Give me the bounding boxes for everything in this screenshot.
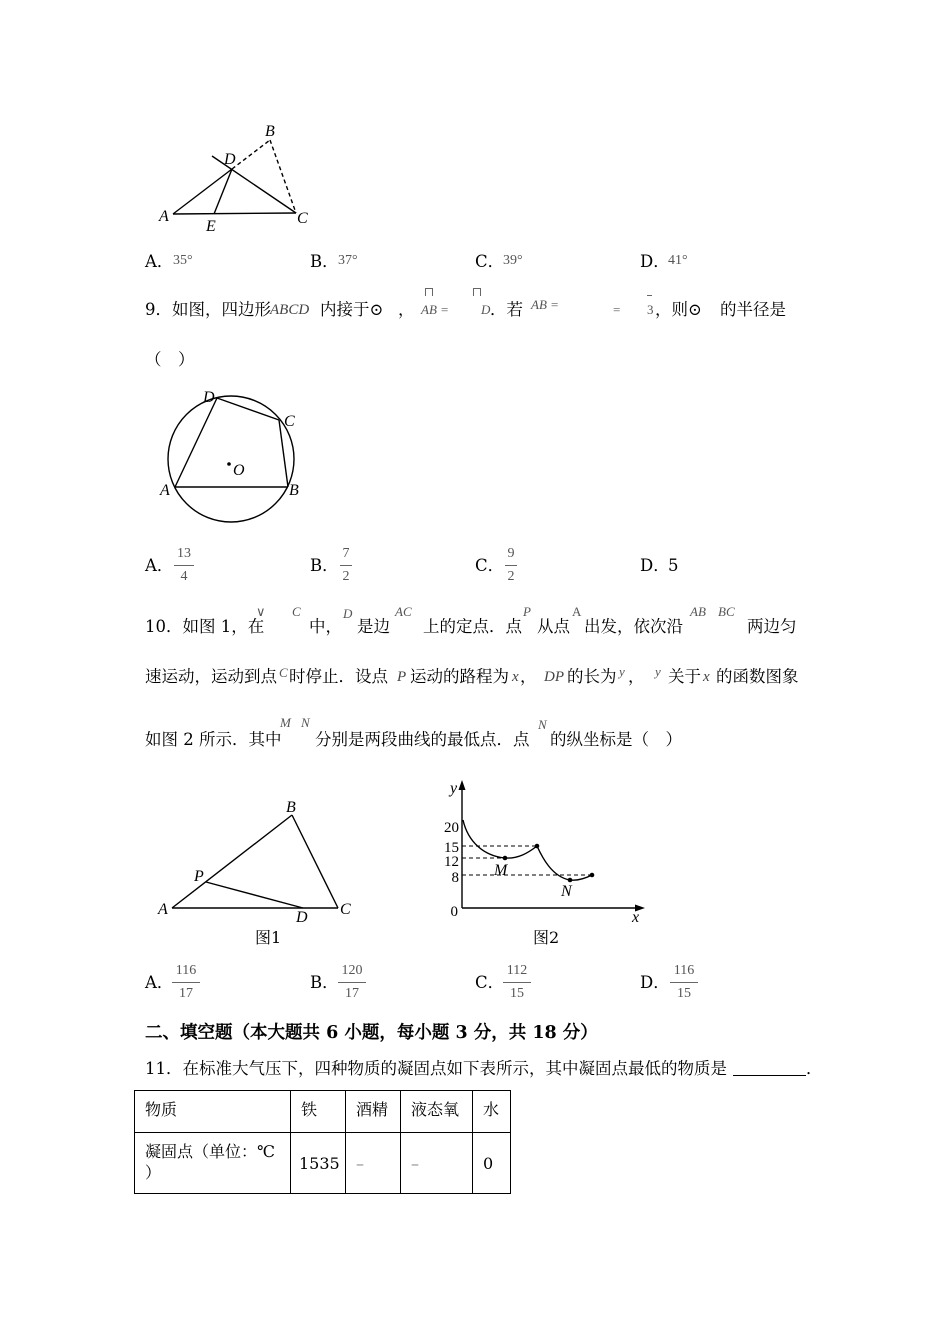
fraction-numerator: 116 xyxy=(673,963,695,978)
q9-text: 的半径是 xyxy=(720,300,786,319)
q9-text: ， xyxy=(398,300,415,319)
q10-text: 是边 xyxy=(357,617,390,636)
q9-option-d-value: 5 xyxy=(668,556,679,575)
table-cell: – xyxy=(401,1133,473,1194)
q10-option-d-letter: D． xyxy=(640,973,670,992)
q8-label-d: D xyxy=(224,151,236,168)
freezing-point-table xyxy=(134,1090,511,1194)
q10-fig2-tick-20: 20 xyxy=(444,820,459,836)
table-header-row xyxy=(135,1091,511,1133)
q10-text: 如图 2 所示．其中 xyxy=(145,730,282,749)
fraction-denominator: 17 xyxy=(172,982,200,1004)
q10-text: 的纵坐标是（ ） xyxy=(550,730,682,749)
q9-option-c-fraction xyxy=(505,545,517,587)
q8-option-b-value: 37° xyxy=(338,253,358,268)
q10-text: 关于 xyxy=(668,667,701,686)
q8-option-d-value: 41° xyxy=(668,253,688,268)
q8-option-a-letter: A． xyxy=(145,252,174,271)
q10-fig2-point-n xyxy=(568,878,573,883)
q9-math: AB = xyxy=(531,297,559,312)
q10-math: M xyxy=(280,715,291,730)
fraction-denominator: 2 xyxy=(340,565,352,587)
q10-text: ， xyxy=(520,667,537,686)
table-cell: – xyxy=(346,1133,401,1194)
q10-text: 10．如图 1，在 xyxy=(145,617,265,636)
fraction-denominator: 15 xyxy=(670,982,698,1004)
fraction-denominator: 4 xyxy=(174,565,194,587)
q10-fig2-tick-8: 8 xyxy=(451,870,459,886)
table-header-cell: 物质 xyxy=(135,1091,291,1133)
q10-math: AC xyxy=(395,604,412,619)
q8-option-a-value: 35° xyxy=(173,253,193,268)
q10-fig1-segment-ab xyxy=(172,815,292,908)
q10-math: y xyxy=(619,664,625,679)
q9-text: ，则⊙ xyxy=(655,300,702,319)
q10-option-a-fraction xyxy=(172,962,200,1004)
fraction-numerator: 120 xyxy=(341,963,363,978)
q10-text: 的函数图象 xyxy=(716,667,799,686)
q10-text: 运动的路程为 xyxy=(410,667,509,686)
q10-math: y xyxy=(655,664,661,679)
q10-fig2-tick-12: 12 xyxy=(444,854,459,870)
q10-fig1-segment-bc xyxy=(292,815,338,908)
row-label-line: 凝固点（单位：℃ xyxy=(145,1142,275,1161)
q10-fig2-caption: 图2 xyxy=(533,928,560,947)
q10-fig1-label-d: D xyxy=(296,909,308,926)
table-header-cell: 铁 xyxy=(291,1091,346,1133)
table-row xyxy=(135,1133,511,1194)
q10-fig1-caption: 图1 xyxy=(255,928,282,947)
fraction-numerator: 112 xyxy=(506,963,528,978)
q10-fig2-point-peak xyxy=(535,844,540,849)
q11-text-end: ． xyxy=(806,1059,823,1078)
q10-fig2-axis-y-label: y xyxy=(450,780,458,797)
q9-text: 9．如图，四边形 xyxy=(145,300,271,319)
q9-option-c-letter: C． xyxy=(475,556,505,575)
q8-dashed-db xyxy=(232,140,270,169)
q10-text: 速运动，运动到点 xyxy=(145,667,277,686)
q9-math: 3 xyxy=(647,302,654,317)
table-cell: 1535 xyxy=(291,1133,346,1194)
q10-fig2-y-arrow-icon xyxy=(459,780,466,790)
q10-fig2-axis-x-label: x xyxy=(632,909,640,926)
q9-label-a: A xyxy=(160,482,170,499)
q9-option-a-fraction xyxy=(174,545,194,587)
q10-text: 的长为 xyxy=(567,667,617,686)
q10-math: P xyxy=(397,669,407,685)
q10-figure1 xyxy=(157,799,351,947)
q9-text: 内接于⊙ xyxy=(320,300,384,319)
q9-option-b-fraction xyxy=(340,545,352,587)
q9-option-a-letter: A． xyxy=(145,556,174,575)
q10-fig2-tick-15: 15 xyxy=(444,840,459,856)
q8-segment-ac xyxy=(173,213,296,214)
table-row-label xyxy=(135,1133,291,1194)
q10-fig2-point-end xyxy=(590,873,595,878)
q9-label-o: O xyxy=(233,462,245,479)
fraction-numerator: 7 xyxy=(342,546,350,561)
section-heading: 二、填空题（本大题共 6 小题，每小题 3 分，共 18 分） xyxy=(145,1023,598,1043)
q10-option-a-letter: A． xyxy=(145,973,174,992)
q10-option-c-fraction xyxy=(503,962,531,1004)
answer-blank xyxy=(733,1066,806,1076)
q10-text: 出发，依次沿 xyxy=(584,617,683,636)
q9-label-d: D xyxy=(203,389,215,406)
table-cell: 0 xyxy=(473,1133,511,1194)
q8-option-d-letter: D． xyxy=(640,252,670,271)
q10-math: x xyxy=(512,669,519,685)
q10-text: 两边匀 xyxy=(747,617,797,636)
q9-circle-o xyxy=(168,396,294,522)
q8-label-b: B xyxy=(265,123,275,140)
q10-text: ， xyxy=(628,667,645,686)
table-header-cell: 水 xyxy=(473,1091,511,1133)
q10-text: 分别是两段曲线的最低点．点 xyxy=(315,730,530,749)
q10-fig1-segment-pd xyxy=(206,882,303,908)
q10-math: C xyxy=(292,604,301,619)
arc-mark-icon xyxy=(425,288,433,296)
q10-option-b-fraction xyxy=(338,962,366,1004)
fraction-denominator: 15 xyxy=(503,982,531,1004)
q8-label-a: A xyxy=(159,208,169,225)
q9-center-dot xyxy=(227,462,231,466)
q10-math: N xyxy=(301,715,310,730)
q9-figure xyxy=(159,389,299,522)
q10-text: 时停止．设点 xyxy=(289,667,388,686)
q10-option-d-fraction xyxy=(670,962,698,1004)
q9-answer-paren: （ ） xyxy=(145,350,195,369)
q10-fig1-label-p: P xyxy=(194,868,204,885)
q10-math: ∨ xyxy=(256,604,266,619)
q10-option-c-letter: C． xyxy=(475,973,505,992)
q9-label-c: C xyxy=(284,413,295,430)
fraction-numerator: 9 xyxy=(507,546,515,561)
q10-math: BC xyxy=(718,604,735,619)
q10-fig1-label-b: B xyxy=(286,799,296,816)
q8-figure xyxy=(158,123,308,235)
q9-math: ABCD xyxy=(270,302,310,318)
q10-math: D xyxy=(343,606,353,621)
q10-math: P xyxy=(523,604,531,619)
overline-mark-icon xyxy=(647,295,652,296)
q9-text: ．若 xyxy=(490,300,523,319)
q9-chord-ad xyxy=(175,398,217,487)
q10-fig2-label-m: M xyxy=(494,862,508,879)
fraction-denominator: 2 xyxy=(505,565,517,587)
q10-text: 中， xyxy=(309,617,342,636)
q8-label-c: C xyxy=(297,210,308,227)
row-label-line: ） xyxy=(145,1163,162,1182)
q10-math: x xyxy=(703,669,710,685)
q10-option-b-letter: B． xyxy=(310,973,339,992)
q9-math: AB = xyxy=(421,302,449,317)
q11-text: 11．在标准大气压下，四种物质的凝固点如下表所示，其中凝固点最低的物质是 xyxy=(145,1059,727,1078)
q10-text: 从点 xyxy=(537,617,570,636)
q10-math: A xyxy=(572,604,582,619)
q10-fig1-label-c: C xyxy=(340,901,351,918)
arc-mark-icon xyxy=(473,288,481,296)
q8-option-c-letter: C． xyxy=(475,252,505,271)
q10-fig2-origin-label: 0 xyxy=(450,904,458,920)
q9-label-b: B xyxy=(289,482,299,499)
fraction-denominator: 17 xyxy=(338,982,366,1004)
q10-fig2-curve xyxy=(463,820,592,880)
q8-dashed-bc xyxy=(270,140,296,213)
table-header-cell: 液态氧 xyxy=(401,1091,473,1133)
q9-option-d-letter: D． xyxy=(640,556,670,575)
q10-math: N xyxy=(538,717,547,732)
q9-math: D xyxy=(481,302,491,317)
q10-math: AB xyxy=(690,604,706,619)
fraction-numerator: 13 xyxy=(177,546,191,561)
q9-math: = xyxy=(613,302,621,317)
q10-figure2 xyxy=(444,780,645,947)
q10-fig1-label-a: A xyxy=(158,901,168,918)
table-header-cell: 酒精 xyxy=(346,1091,401,1133)
q8-label-e: E xyxy=(206,218,216,235)
fraction-numerator: 116 xyxy=(175,963,197,978)
q8-option-c-value: 39° xyxy=(503,253,523,268)
q9-option-b-letter: B． xyxy=(310,556,339,575)
q10-math: DP xyxy=(544,669,564,685)
q10-math: C xyxy=(279,665,288,680)
q10-fig2-point-m xyxy=(503,856,508,861)
q10-fig2-label-n: N xyxy=(561,883,572,900)
q8-option-b-letter: B． xyxy=(310,252,339,271)
q10-text: 上的定点．点 xyxy=(423,617,522,636)
